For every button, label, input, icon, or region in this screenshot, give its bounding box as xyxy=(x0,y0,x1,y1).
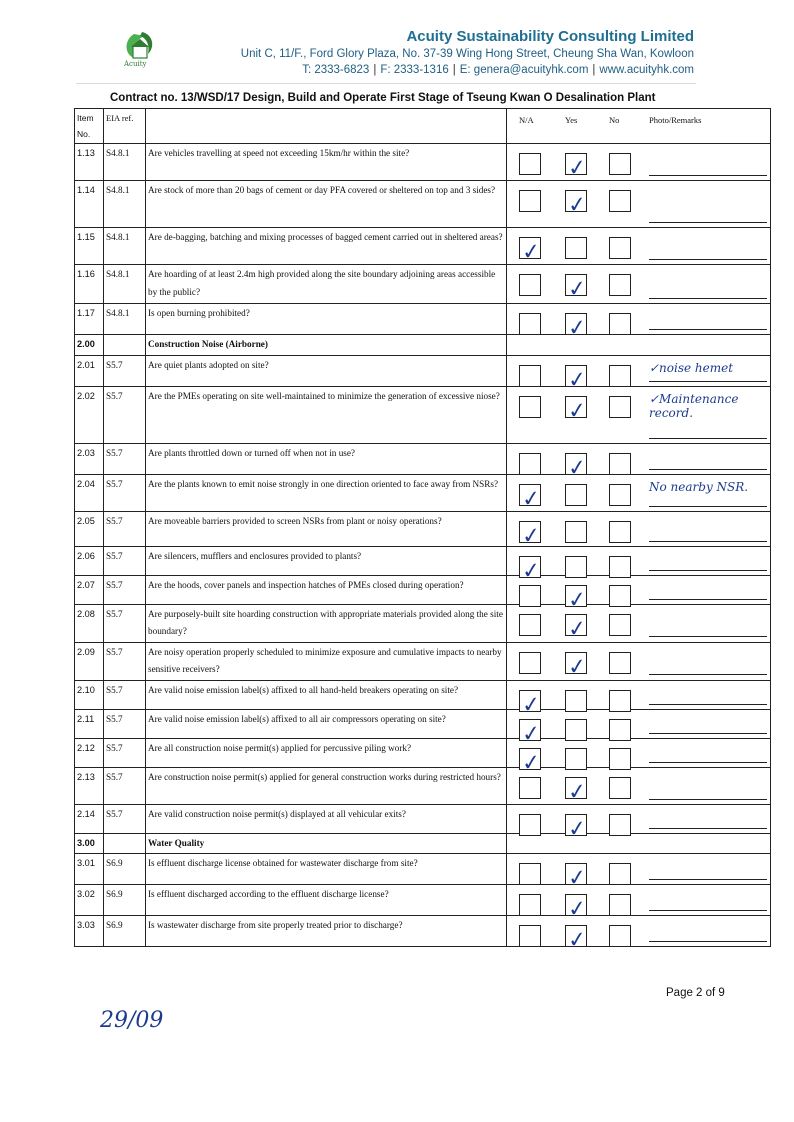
question-text: Are stock of more than 20 bags of cement or day PFA covered or sheltered on top and 3 sides? xyxy=(146,181,507,228)
checkbox-na[interactable] xyxy=(519,925,541,947)
answer-cell xyxy=(507,738,771,777)
check-mark-icon: ✓ xyxy=(520,720,542,748)
item-number: 1.15 xyxy=(75,228,104,265)
checkbox-yes[interactable] xyxy=(565,274,588,304)
question-text: Are silencers, mufflers and enclosures provided to plants? xyxy=(146,546,507,575)
question-text: Is effluent discharged according to the effluent discharge license? xyxy=(146,885,507,916)
table-row xyxy=(75,916,771,947)
checkbox-na[interactable] xyxy=(519,153,541,175)
checkbox-no[interactable] xyxy=(609,652,631,674)
answer-cell xyxy=(507,575,771,614)
answer-cell xyxy=(507,228,771,265)
checkbox-no[interactable] xyxy=(609,925,631,947)
table-row xyxy=(75,738,771,767)
checkbox-na[interactable] xyxy=(519,863,541,885)
checkbox-no[interactable] xyxy=(609,396,631,418)
checkbox-na[interactable] xyxy=(519,365,541,387)
checkbox-na[interactable] xyxy=(519,690,542,719)
check-mark-icon: ✓ xyxy=(566,315,588,343)
item-number: 2.06 xyxy=(75,546,104,575)
remarks-line xyxy=(649,381,767,382)
col-yes: Yes xyxy=(565,115,578,125)
eia-ref xyxy=(104,833,146,853)
table-row xyxy=(75,355,771,386)
eia-ref: S5.7 xyxy=(104,642,146,680)
eia-ref: S5.7 xyxy=(104,474,146,511)
item-number: 3.01 xyxy=(75,854,104,885)
table-row xyxy=(75,181,771,228)
table-row xyxy=(75,511,771,546)
question-text: Are the plants known to emit noise strongly in one direction oriented to face away from NSRs? xyxy=(146,474,507,511)
checkbox-na[interactable] xyxy=(519,556,542,585)
checkbox-no[interactable] xyxy=(609,237,631,259)
remarks-line xyxy=(649,799,767,800)
answer-cell xyxy=(507,854,771,893)
remarks-line xyxy=(649,879,767,880)
company-name: Acuity Sustainability Consulting Limited xyxy=(406,28,694,45)
table-row xyxy=(75,304,771,335)
table-row xyxy=(75,680,771,709)
check-mark-icon: ✓ xyxy=(566,276,588,304)
item-number: 2.08 xyxy=(75,604,104,642)
checkbox-no[interactable] xyxy=(609,777,631,799)
eia-ref: S5.7 xyxy=(104,804,146,833)
check-mark-icon: ✓ xyxy=(566,653,588,681)
answer-cell xyxy=(507,265,771,304)
checkbox-na[interactable] xyxy=(519,614,541,636)
checkbox-yes[interactable] xyxy=(565,453,588,482)
checkbox-no[interactable] xyxy=(609,153,631,175)
eia-ref: S5.7 xyxy=(104,443,146,474)
item-number: 2.12 xyxy=(75,738,104,767)
check-mark-icon: ✓ xyxy=(520,485,542,513)
eia-ref: S5.7 xyxy=(104,386,146,443)
checkbox-no[interactable] xyxy=(609,365,631,387)
item-number: 2.04 xyxy=(75,474,104,511)
item-number: 1.13 xyxy=(75,144,104,181)
checkbox-na[interactable] xyxy=(519,521,542,550)
check-mark-icon: ✓ xyxy=(566,366,588,394)
check-mark-icon: ✓ xyxy=(566,397,588,425)
company-address: Unit C, 11/F., Ford Glory Plaza, No. 37-39 Wing Hong Street, Cheung Sha Wan, Kowloon xyxy=(240,48,694,60)
answer-cell xyxy=(507,885,771,924)
answer-cell xyxy=(507,642,771,680)
item-number: 2.01 xyxy=(75,355,104,386)
checkbox-no[interactable] xyxy=(609,863,631,885)
col-remarks: Photo/Remarks xyxy=(649,115,702,125)
checkbox-yes[interactable] xyxy=(565,237,587,259)
col-no: No xyxy=(609,115,620,125)
checkbox-yes[interactable] xyxy=(565,153,588,183)
website: www.acuityhk.com xyxy=(599,64,694,76)
eia-ref: S4.8.1 xyxy=(104,304,146,335)
remarks-line xyxy=(649,599,767,600)
item-number: 2.00 xyxy=(75,335,104,355)
checkbox-no[interactable] xyxy=(609,614,631,636)
logo-text: Acuity xyxy=(124,60,147,68)
answer-cell xyxy=(507,335,771,355)
checkbox-yes[interactable] xyxy=(565,556,587,578)
col-item: Item No. xyxy=(75,109,104,144)
check-mark-icon: ✓ xyxy=(566,586,588,614)
answer-cell xyxy=(507,833,771,853)
table-row xyxy=(75,443,771,474)
answer-cell xyxy=(507,604,771,642)
checkbox-no[interactable] xyxy=(609,453,631,475)
checkbox-na[interactable] xyxy=(519,585,541,607)
question-text: Are construction noise permit(s) applied for general construction works during restricted hours? xyxy=(146,767,507,804)
item-number: 3.02 xyxy=(75,885,104,916)
remarks-line xyxy=(649,298,767,299)
item-number: 2.13 xyxy=(75,767,104,804)
checkbox-no[interactable] xyxy=(609,484,631,506)
check-mark-icon: ✓ xyxy=(566,778,588,806)
handwritten-remark: ✓noise hemet xyxy=(649,360,734,375)
checkbox-yes[interactable] xyxy=(565,652,588,681)
remarks-line xyxy=(649,704,767,705)
checkbox-yes[interactable] xyxy=(565,814,588,843)
table-row xyxy=(75,474,771,511)
remarks-line xyxy=(649,329,767,330)
remarks-line xyxy=(649,733,767,734)
answer-cell xyxy=(507,474,771,511)
question-text: Is wastewater discharge from site properly treated prior to discharge? xyxy=(146,916,507,947)
checkbox-yes[interactable] xyxy=(565,585,588,614)
email: E: genera@acuityhk.com xyxy=(459,64,589,76)
remarks-line xyxy=(649,570,767,571)
checkbox-no[interactable] xyxy=(609,719,631,741)
eia-ref: S6.9 xyxy=(104,916,146,947)
item-number: 1.17 xyxy=(75,304,104,335)
table-row xyxy=(75,546,771,575)
eia-ref: S4.8.1 xyxy=(104,265,146,304)
checkbox-na[interactable] xyxy=(519,894,541,916)
eia-ref: S5.7 xyxy=(104,511,146,546)
answer-cell xyxy=(507,709,771,748)
answer-cell xyxy=(507,181,771,228)
check-mark-icon: ✓ xyxy=(566,896,588,924)
question-text: Is open burning prohibited? xyxy=(146,304,507,335)
item-number: 1.16 xyxy=(75,265,104,304)
col-na: N/A xyxy=(519,115,534,125)
question-text: Are valid noise emission label(s) affixed to all hand-held breakers operating on site? xyxy=(146,680,507,709)
item-number: 2.10 xyxy=(75,680,104,709)
phone: T: 2333-6823 xyxy=(302,64,370,76)
checkbox-yes[interactable] xyxy=(565,748,587,770)
remarks-line xyxy=(649,222,767,223)
item-number: 2.14 xyxy=(75,804,104,833)
checkbox-yes[interactable] xyxy=(565,863,588,893)
answer-cell xyxy=(507,443,771,482)
col-eia-ref: EIA ref. xyxy=(104,109,146,144)
eia-ref: S5.7 xyxy=(104,546,146,575)
remarks-line xyxy=(649,259,767,260)
check-mark-icon: ✓ xyxy=(566,927,588,955)
item-number: 2.11 xyxy=(75,709,104,738)
check-mark-icon: ✓ xyxy=(520,691,542,719)
checkbox-na[interactable] xyxy=(519,652,541,674)
answer-cell xyxy=(507,546,771,585)
checkbox-yes[interactable] xyxy=(565,396,588,425)
question-text: Are all construction noise permit(s) applied for percussive piling work? xyxy=(146,738,507,767)
question-text: Is effluent discharge license obtained for wastewater discharge from site? xyxy=(146,854,507,885)
eia-ref: S5.7 xyxy=(104,767,146,804)
checkbox-no[interactable] xyxy=(609,521,631,543)
question-text: Are quiet plants adopted on site? xyxy=(146,355,507,386)
contract-title: Contract no. 13/WSD/17 Design, Build and Operate First Stage of Tseung Kwan O Desalination Plant xyxy=(110,92,656,104)
check-mark-icon: ✓ xyxy=(566,815,588,843)
checkbox-na[interactable] xyxy=(519,190,541,212)
checkbox-yes[interactable] xyxy=(565,521,587,543)
item-number: 2.09 xyxy=(75,642,104,680)
col-question xyxy=(146,109,507,144)
question-text: Are noisy operation properly scheduled to minimize exposure and cumulative impacts to nearby sensitive receivers? xyxy=(146,642,507,680)
eia-ref: S5.7 xyxy=(104,680,146,709)
remarks-line xyxy=(649,910,767,911)
checkbox-yes[interactable] xyxy=(565,925,588,955)
question-text: Are moveable barriers provided to screen NSRs from plant or noisy operations? xyxy=(146,511,507,546)
checkbox-na[interactable] xyxy=(519,313,541,335)
checkbox-no[interactable] xyxy=(609,556,631,578)
table-row xyxy=(75,642,771,680)
checkbox-na[interactable] xyxy=(519,777,541,799)
question-text: Are the PMEs operating on site well-maintained to minimize the generation of excessive niose? xyxy=(146,386,507,443)
checkbox-yes[interactable] xyxy=(565,690,587,712)
table-row xyxy=(75,885,771,916)
checkbox-yes[interactable] xyxy=(565,313,588,343)
question-text: Are plants throttled down or turned off when not in use? xyxy=(146,443,507,474)
question-text: Are hoarding of at least 2.4m high provided along the site boundary adjoining areas accessible by the public? xyxy=(146,265,507,304)
remarks-line xyxy=(649,541,767,542)
question-text: Are purposely-built site hoarding construction with appropriate materials provided along the site boundary? xyxy=(146,604,507,642)
remarks-line xyxy=(649,636,767,637)
table-row xyxy=(75,854,771,885)
eia-ref: S5.7 xyxy=(104,355,146,386)
checkbox-yes[interactable] xyxy=(565,365,588,394)
check-mark-icon: ✓ xyxy=(566,865,588,893)
table-row xyxy=(75,575,771,604)
eia-ref: S5.7 xyxy=(104,709,146,738)
table-header-row xyxy=(75,109,771,144)
checklist-table xyxy=(74,108,771,955)
remarks-line xyxy=(649,175,767,176)
item-number: 3.03 xyxy=(75,916,104,947)
item-number: 1.14 xyxy=(75,181,104,228)
check-mark-icon: ✓ xyxy=(520,239,542,267)
checkbox-yes[interactable] xyxy=(565,484,587,506)
checkbox-no[interactable] xyxy=(609,190,631,212)
table-row xyxy=(75,767,771,804)
item-number: 2.05 xyxy=(75,511,104,546)
checkbox-na[interactable] xyxy=(519,453,541,475)
remarks-line xyxy=(649,762,767,763)
checkbox-no[interactable] xyxy=(609,814,631,836)
check-mark-icon: ✓ xyxy=(566,192,588,220)
section-row xyxy=(75,335,771,355)
table-row xyxy=(75,228,771,265)
checkbox-no[interactable] xyxy=(609,748,631,770)
eia-ref: S6.9 xyxy=(104,854,146,885)
eia-ref: S5.7 xyxy=(104,604,146,642)
check-mark-icon: ✓ xyxy=(566,615,588,643)
remarks-line xyxy=(649,941,767,942)
question-text: Are valid noise emission label(s) affixed to all air compressors operating on site? xyxy=(146,709,507,738)
eia-ref: S4.8.1 xyxy=(104,181,146,228)
checkbox-na[interactable] xyxy=(519,748,542,777)
table-row xyxy=(75,144,771,181)
checkbox-na[interactable] xyxy=(519,814,541,836)
handwritten-remark: No nearby NSR. xyxy=(649,479,749,494)
check-mark-icon: ✓ xyxy=(520,749,542,777)
check-mark-icon: ✓ xyxy=(566,155,588,183)
answer-cell xyxy=(507,144,771,181)
page-number: Page 2 of 9 xyxy=(666,987,725,999)
section-row xyxy=(75,833,771,853)
answer-cell xyxy=(507,680,771,719)
item-number: 3.00 xyxy=(75,833,104,853)
item-number: 2.07 xyxy=(75,575,104,604)
item-number: 2.03 xyxy=(75,443,104,474)
answer-cell xyxy=(507,511,771,550)
question-text: Are de-bagging, batching and mixing processes of bagged cement carried out in sheltered areas? xyxy=(146,228,507,265)
answer-cell xyxy=(507,304,771,343)
remarks-line xyxy=(649,674,767,675)
eia-ref xyxy=(104,335,146,355)
col-answers xyxy=(507,109,771,144)
eia-ref: S4.8.1 xyxy=(104,144,146,181)
question-text: Are valid construction noise permit(s) displayed at all vehicular exits? xyxy=(146,804,507,833)
checkbox-no[interactable] xyxy=(609,894,631,916)
table-row xyxy=(75,804,771,833)
checkbox-no[interactable] xyxy=(609,274,631,296)
checkbox-na[interactable] xyxy=(519,274,541,296)
section-title: Water Quality xyxy=(146,833,507,853)
checkbox-na[interactable] xyxy=(519,484,542,513)
eia-ref: S4.8.1 xyxy=(104,228,146,265)
eia-ref: S5.7 xyxy=(104,575,146,604)
check-mark-icon: ✓ xyxy=(520,522,542,550)
table-row xyxy=(75,604,771,642)
header-rule xyxy=(76,83,696,84)
checkbox-yes[interactable] xyxy=(565,719,587,741)
item-number: 2.02 xyxy=(75,386,104,443)
answer-cell xyxy=(507,767,771,804)
fax: F: 2333-1316 xyxy=(380,64,449,76)
question-text: Are the hoods, cover panels and inspection hatches of PMEs closed during operation? xyxy=(146,575,507,604)
checkbox-no[interactable] xyxy=(609,585,631,607)
checkbox-na[interactable] xyxy=(519,237,542,267)
checkbox-yes[interactable] xyxy=(565,614,588,643)
checkbox-na[interactable] xyxy=(519,719,542,748)
checkbox-yes[interactable] xyxy=(565,777,588,806)
answer-cell xyxy=(507,386,771,443)
answer-cell xyxy=(507,916,771,955)
section-title: Construction Noise (Airborne) xyxy=(146,335,507,355)
handwritten-date: 29/09 xyxy=(100,1008,164,1033)
handwritten-remark: ✓Maintenance record. xyxy=(649,391,739,421)
eia-ref: S6.9 xyxy=(104,885,146,916)
answer-cell xyxy=(507,355,771,394)
remarks-line xyxy=(649,469,767,470)
question-text: Are vehicles travelling at speed not exceeding 15km/hr within the site? xyxy=(146,144,507,181)
check-mark-icon: ✓ xyxy=(566,454,588,482)
checkbox-yes[interactable] xyxy=(565,190,588,220)
answer-cell xyxy=(507,804,771,843)
eia-ref: S5.7 xyxy=(104,738,146,767)
checkbox-no[interactable] xyxy=(609,313,631,335)
remarks-line xyxy=(649,506,767,507)
checkbox-yes[interactable] xyxy=(565,894,588,924)
table-row xyxy=(75,265,771,304)
company-contact: T: 2333-6823 | F: 2333-1316 | E: genera@acuityhk.com | www.acuityhk.com xyxy=(302,64,694,76)
table-row xyxy=(75,709,771,738)
checkbox-na[interactable] xyxy=(519,396,541,418)
remarks-line xyxy=(649,828,767,829)
checkbox-no[interactable] xyxy=(609,690,631,712)
remarks-line xyxy=(649,438,767,439)
check-mark-icon: ✓ xyxy=(520,557,542,585)
table-row xyxy=(75,386,771,443)
